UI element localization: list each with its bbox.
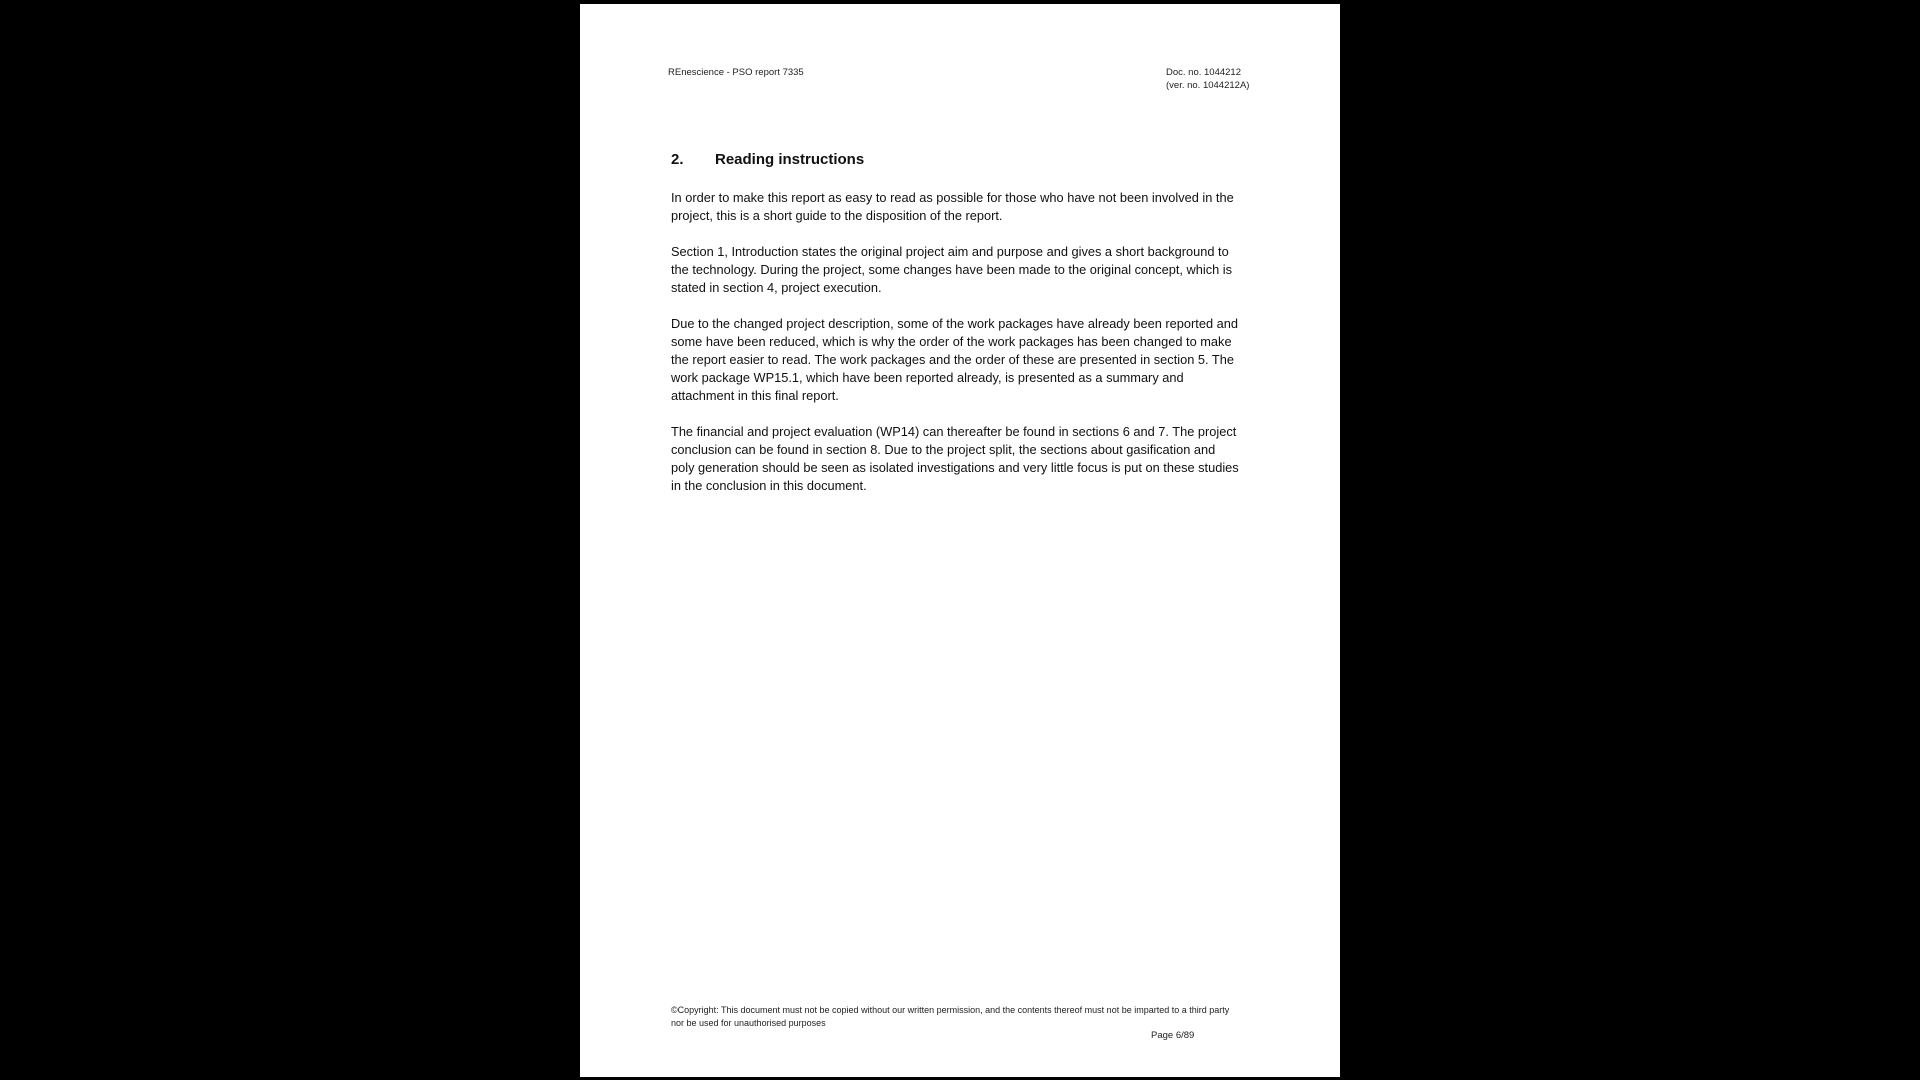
text-line: the report easier to read. The work packages and the order of these are presented in section 5. The	[671, 352, 1234, 367]
text-line: conclusion can be found in section 8. Due to the project split, the sections about gasification and	[671, 442, 1216, 457]
header-doc-info	[1166, 67, 1249, 92]
text-line: Section 1, Introduction states the original project aim and purpose and gives a short background to	[671, 244, 1229, 259]
text-line: in the conclusion in this document.	[671, 478, 867, 493]
version-number: (ver. no. 1044212A)	[1166, 79, 1250, 91]
paragraph	[671, 189, 1271, 225]
text-line: some have been reduced, which is why the order of the work packages has been changed to make	[671, 334, 1232, 349]
text-line: project, this is a short guide to the disposition of the report.	[671, 208, 1003, 223]
text-line: stated in section 4, project execution.	[671, 280, 882, 295]
doc-number: Doc. no. 1044212	[1166, 67, 1242, 78]
header-report-title: REnescience - PSO report 7335	[668, 67, 804, 78]
text-line: poly generation should be seen as isolated investigations and very little focus is put on these studies	[671, 460, 1239, 475]
paragraph	[671, 423, 1271, 495]
document-page	[580, 4, 1340, 1077]
text-line: In order to make this report as easy to read as possible for those who have not been involved in the	[671, 190, 1234, 205]
copyright-notice	[671, 1004, 1229, 1030]
text-line: work package WP15.1, which have been reported already, is presented as a summary and	[671, 370, 1184, 385]
text-line: attachment in this final report.	[671, 388, 839, 403]
section-number: 2.	[671, 151, 684, 168]
copyright-line: ©Copyright: This document must not be copied without our written permission, and the contents thereof must not be imparted to a third party	[671, 1005, 1230, 1015]
text-line: The financial and project evaluation (WP14) can thereafter be found in sections 6 and 7. The project	[671, 424, 1237, 439]
section-body	[671, 189, 1271, 513]
page-number: Page 6/89	[1151, 1030, 1195, 1041]
section-heading	[671, 151, 864, 168]
section-title: Reading instructions	[715, 151, 865, 168]
text-line: the technology. During the project, some changes have been made to the original concept, which is	[671, 262, 1233, 277]
paragraph	[671, 243, 1271, 297]
paragraph	[671, 315, 1271, 405]
copyright-line: nor be used for unauthorised purposes	[671, 1018, 826, 1028]
text-line: Due to the changed project description, some of the work packages have already been reported and	[671, 316, 1238, 331]
